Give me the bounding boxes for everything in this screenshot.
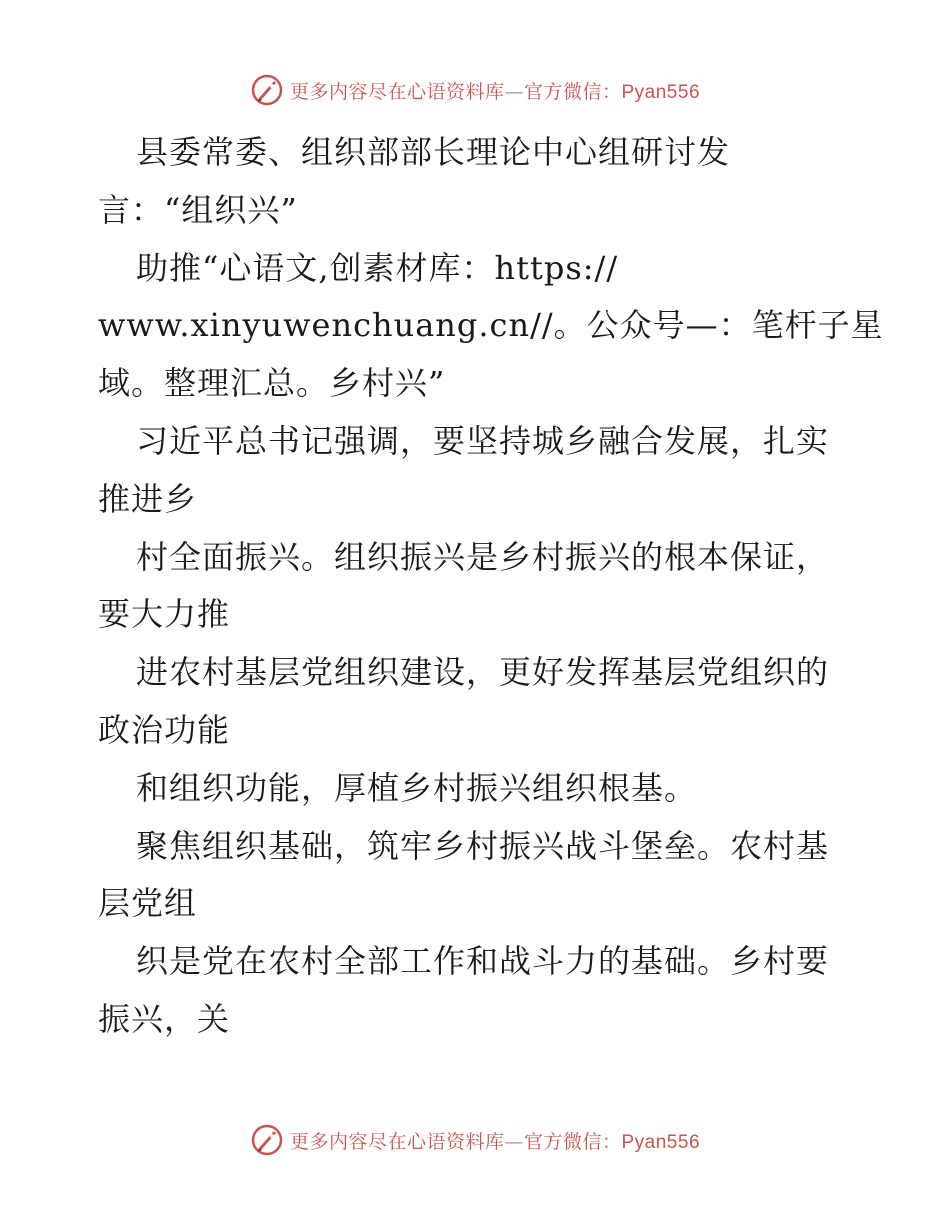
text-line: 进农村基层党组织建设，更好发挥基层党组织的	[136, 653, 830, 692]
watermark-official-label: 官方微信：	[523, 1130, 622, 1153]
watermark-wechat-id: Pyan556	[621, 81, 701, 103]
watermark-site: 更多内容尽在心语资料库	[289, 1130, 505, 1153]
quill-pen-icon	[250, 73, 284, 107]
text-line: 域。整理汇总。乡村兴”	[98, 364, 446, 403]
text-line: 村全面振兴。组织振兴是乡村振兴的根本保证，	[136, 537, 830, 576]
watermark-separator: —	[504, 80, 524, 103]
text-line: 政治功能	[98, 710, 231, 749]
text-line: 助推“心语文,创素材库：https://	[136, 248, 619, 287]
watermark-text	[290, 1127, 700, 1154]
text-line: www.xinyuwenchuang.cn//。公众号—：笔杆子星	[98, 306, 884, 345]
watermark-wechat-id: Pyan556	[621, 1131, 701, 1153]
text-line: 言：“组织兴”	[98, 190, 298, 229]
document-body	[98, 124, 884, 1049]
text-line: 层党组	[98, 884, 198, 923]
text-line: 织是党在农村全部工作和战斗力的基础。乡村要	[136, 942, 830, 981]
text-line: 推进乡	[98, 479, 198, 518]
header-watermark	[0, 70, 950, 110]
text-line: 县委常委、组织部部长理论中心组研讨发	[136, 133, 731, 171]
watermark-text	[290, 77, 700, 104]
watermark-site: 更多内容尽在心语资料库	[289, 80, 505, 103]
text-line: 和组织功能，厚植乡村振兴组织根基。	[136, 768, 698, 807]
footer-watermark	[0, 1120, 950, 1160]
quill-pen-icon	[250, 1123, 284, 1157]
watermark-official-label: 官方微信：	[523, 80, 622, 103]
text-line: 振兴，关	[98, 999, 231, 1038]
watermark-separator: —	[504, 1130, 524, 1153]
text-line: 要大力推	[98, 595, 231, 634]
text-line: 聚焦组织基础，筑牢乡村振兴战斗堡垒。农村基	[136, 826, 830, 865]
text-line: 习近平总书记强调，要坚持城乡融合发展，扎实	[136, 421, 830, 460]
